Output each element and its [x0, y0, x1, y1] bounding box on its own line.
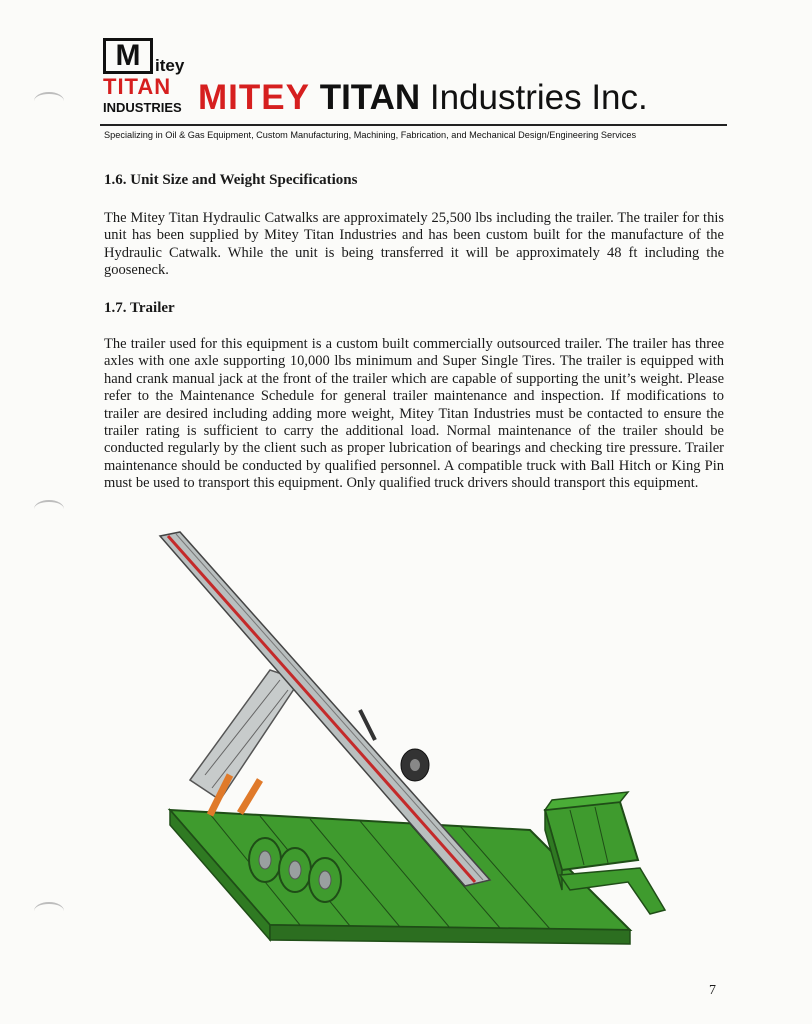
company-name-titan: TITAN	[319, 78, 421, 117]
section-body-unit-size: The Mitey Titan Hydraulic Catwalks are approximately 25,500 lbs including the trailer. The trailer for this unit has been supplied by Mitey Titan Industries and has been custom built for the manufacture of the Hydraulic Catwalk. While the unit is being transferred it will be approximately 48 ft including the gooseneck.	[104, 210, 724, 279]
company-name-rest: Industries Inc.	[429, 78, 648, 117]
section-body-trailer: The trailer used for this equipment is a custom built commercially outsourced trailer. The trailer has three axles with one axle supporting 10,000 lbs minimum and Super Single Tires. The trailer is equipped with hand crank manual jack at the front of the trailer which are capable of supporting the unit’s weight. Please refer to the Maintenance Schedule for general trailer maintenance and inspection. If modifications to trailer are desired including adding more weight, Mitey Titan Industries must be contacted to ensure the trailer rating is sufficient to carry the additional load. Normal maintenance of the trailer should be conducted regularly by the client such as proper lubrication of bearings and checking tire pressure. Trailer maintenance should be conducted by qualified personnel. A compatible truck with Ball Hitch or King Pin must be used to transport this equipment. Only qualified truck drivers should transport this equipment.	[104, 336, 724, 492]
company-tagline: Specializing in Oil & Gas Equipment, Custom Manufacturing, Machining, Fabrication, and Mechanical Design/Engineering Services	[104, 130, 637, 140]
page-number: 7	[709, 983, 716, 998]
logo-titan-text: TITAN	[103, 74, 172, 99]
section-heading-unit-size: 1.6. Unit Size and Weight Specifications	[104, 172, 358, 188]
logo-itey-text: itey	[155, 56, 185, 75]
punch-hole-mark	[34, 500, 64, 518]
company-logo	[103, 38, 191, 116]
company-name-mitey: MITEY	[198, 78, 310, 117]
header-rule	[100, 124, 727, 126]
section-heading-trailer: 1.7. Trailer	[104, 300, 175, 316]
logo-industries-text: INDUSTRIES	[103, 100, 182, 115]
catwalk-trailer-illustration	[150, 530, 670, 970]
company-name	[198, 80, 648, 115]
punch-hole-mark	[34, 902, 64, 920]
punch-hole-mark	[34, 92, 64, 110]
logo-m-mark: M	[103, 38, 153, 74]
